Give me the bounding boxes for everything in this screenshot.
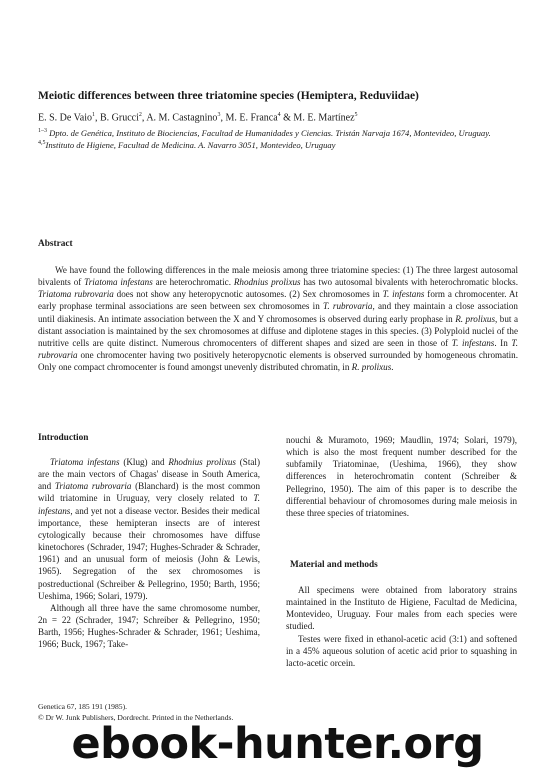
methods-body	[286, 584, 517, 669]
author-name: , M. E. Franca	[220, 112, 278, 124]
citation-line: Genetica 67, 185 191 (1985).	[38, 702, 127, 711]
introduction-heading: Introduction	[38, 433, 89, 443]
author-affiliation-mark: 4	[277, 112, 281, 118]
introduction-column-left	[38, 456, 260, 651]
affiliations	[38, 126, 523, 151]
affiliation-text: Dpto. de Genética, Instituto de Biociencias, Facultad de Humanidades y Ciencias. Tristán Narvaja 1674, Montevideo, Uruguay.	[49, 127, 491, 138]
methods-heading: Material and methods	[290, 560, 378, 570]
introduction-paragraph: Although all three have the same chromosome number, 2n = 22 (Schrader, 1947; Schreiber & Pellegrino, 1950; Barth, 1956; Hughes-Schrader & Schrader, 1961; Ueshima, 1966; Buck, 1967; Take-	[38, 602, 260, 650]
introduction-paragraph: nouchi & Muramoto, 1969; Maudlin, 1974; Solari, 1979), which is also the most frequent number described for the subfamily Triatominae, (Ueshima, 1966), they show differences in heterochromatin content (Schreiber & Pellegrino, 1950). The aim of this paper is to describe the differential behaviour of chromosomes during male meiosis in these three species of triatomines.	[286, 435, 517, 518]
copyright-line: © Dr W. Junk Publishers, Dordrecht. Printed in the Netherlands.	[38, 713, 234, 722]
article-title: Meiotic differences between three triatomine species (Hemiptera, Reduviidae)	[38, 90, 419, 102]
author-affiliation-mark: 2	[138, 112, 142, 118]
author-name: & M. E. Martínez	[280, 112, 355, 124]
affiliation-mark: 4,5	[38, 140, 46, 147]
author-name: , B. Grucci	[94, 112, 139, 124]
watermark: ebook-hunter.org	[71, 719, 484, 769]
affiliation-text: Instituto de Higiene, Facultad de Medicina. A. Navarro 3051, Montevideo, Uruguay	[45, 140, 336, 151]
abstract-body: We have found the following differences in the male meiosis among three triatomine species: (1) The three largest autosomal bivalents of Triatoma infestans are heterochromatic. Rhodnius prolixus has two autosomal bivalents with heterochromatic blocks. Triatoma rubrovaria does not show any heteropycnotic autosomes. (2) Sex chromosomes in T. infestans form a chromocenter. At early prophase terminal associations are seen between sex chromosomes in T. rubrovaria, and they maintain a close association until diakinesis. An intimate association between the X and Y chromosomes is observed during early prophase in R. prolixus, but a distant association is maintained by the sex chromosomes at diffuse and diplotene stages in this species. (3) Polyploid nuclei of the nutritive cells are quite distinct. Numerous chromocenters of different shapes and sized are seen in those of T. infestans. In T. rubrovaria one chromocenter having two positively heteropycnotic elements is observed surrounded by homogeneous chromatin. Only one compact chromocenter is found amongst unevenly distributed chromatin, in R. prolixus.	[38, 265, 518, 373]
abstract-heading: Abstract	[38, 239, 73, 249]
introduction-paragraph: Triatoma infestans (Klug) and Rhodnius prolixus (Stal) are the main vectors of Chagas' disease in South America, and Triatoma rubrovaria (Blanchard) is the most common wild triatomine in Uruguay, very closely related to T. infestans, and yet not a disease vector. Besides their medical importance, these hemipteran insects are of interest cytologically because their chromosomes have diffuse kinetochores (Schrader, 1947; Hughes-Schrader & Schrader, 1961) and an unusual form of meiosis (John & Lewis, 1965). Segregation of the sex chromosomes is postreductional (Schreiber & Pellegrino, 1950; Barth, 1956; Ueshima, 1966; Solari, 1979).	[38, 457, 260, 601]
author-name: E. S. De Vaio	[38, 112, 92, 124]
introduction-column-right	[286, 434, 517, 519]
author-affiliation-mark: 1	[91, 112, 95, 118]
author-affiliation-mark: 3	[217, 112, 221, 118]
author-affiliation-mark: 5	[354, 112, 358, 118]
author-list	[38, 112, 528, 123]
methods-paragraph: Testes were fixed in ethanol-acetic acid (3:1) and softened in a 45% aqueous solution of acetic acid prior to squashing in lacto-acetic orcein.	[286, 633, 517, 668]
methods-paragraph: All specimens were obtained from laboratory strains maintained in the Instituto de Higiene, Facultad de Medicina, Montevideo, Uruguay. Four males from each species were studied.	[286, 585, 517, 632]
author-name: , A. M. Castagnino	[141, 112, 218, 124]
affiliation-mark: 1–3	[38, 128, 47, 134]
